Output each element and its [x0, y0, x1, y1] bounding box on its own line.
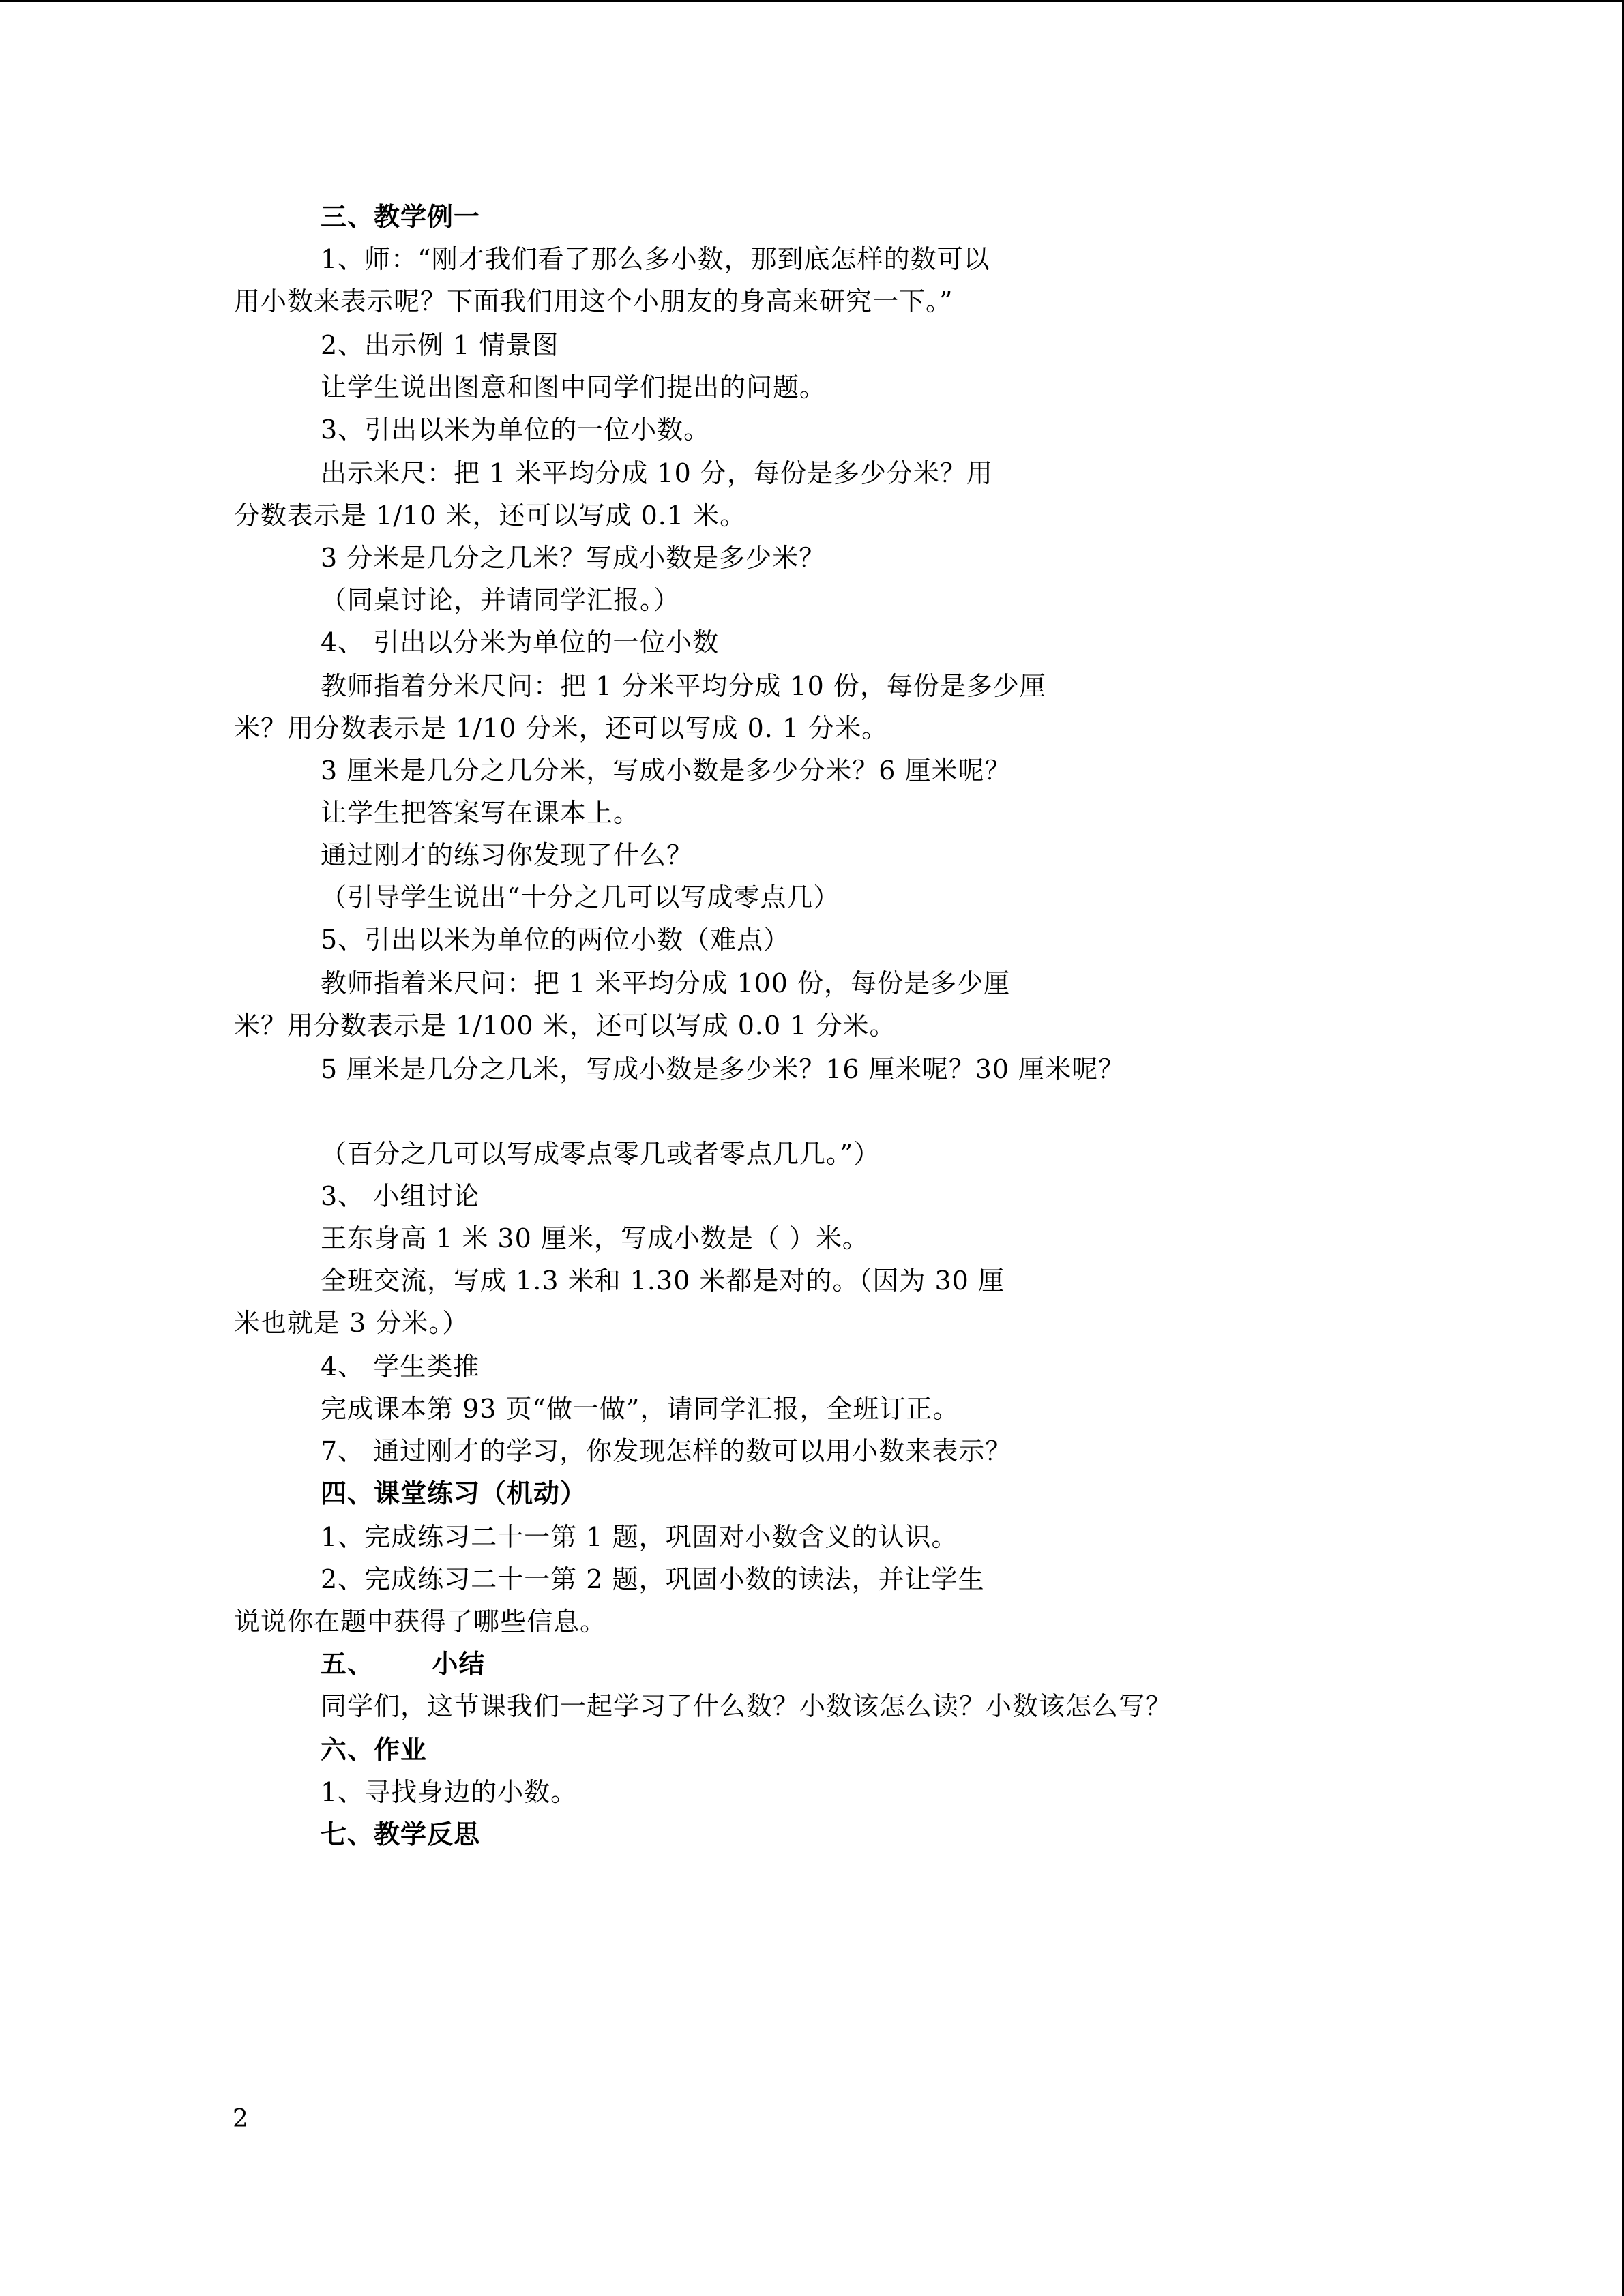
text-line: 1、师：“刚才我们看了那么多小数，那到底怎样的数可以: [321, 244, 990, 274]
text-line: 4、 学生类推: [321, 1352, 480, 1382]
heading-summary: 五、 小结: [321, 1648, 486, 1679]
text-line: 米？用分数表示是 1/100 米，还可以写成 0.0 1 分米。: [234, 1011, 896, 1041]
text-line: 完成课本第 93 页“做一做”，请同学汇报，全班订正。: [321, 1394, 960, 1424]
text-line: 同学们，这节课我们一起学习了什么数？小数该怎么读？小数该怎么写？: [321, 1691, 1172, 1721]
text-line: 教师指着米尺问：把 1 米平均分成 100 份，每份是多少厘: [321, 968, 1011, 998]
text-line: 米？用分数表示是 1/10 分米，还可以写成 0. 1 分米。: [234, 713, 889, 743]
text-line: 5、引出以米为单位的两位小数（难点）: [321, 925, 791, 955]
text-line: 用小数来表示呢？下面我们用这个小朋友的身高来研究一下。”: [234, 286, 954, 316]
text-line: 1、寻找身边的小数。: [321, 1777, 578, 1807]
text-line: 1、完成练习二十一第 1 题，巩固对小数含义的认识。: [321, 1522, 958, 1552]
text-line: 2、出示例 1 情景图: [321, 330, 559, 360]
heading-classroom-practice: 四、课堂练习（机动）: [321, 1478, 587, 1508]
text-line: 通过刚才的练习你发现了什么？: [321, 840, 694, 870]
text-line: 出示米尺：把 1 米平均分成 10 分，每份是多少分米？用: [321, 458, 993, 488]
text-line: 教师指着分米尺问：把 1 分米平均分成 10 份，每份是多少厘: [321, 671, 1046, 701]
text-line: 分数表示是 1/10 米，还可以写成 0.1 米。: [234, 501, 747, 531]
text-line: （引导学生说出“十分之几可以写成零点几）: [321, 882, 840, 912]
text-line: 4、 引出以分米为单位的一位小数: [321, 627, 720, 657]
page-number: 2: [233, 2105, 248, 2133]
text-line: 5 厘米是几分之几米，写成小数是多少米？16 厘米呢？30 厘米呢？: [321, 1054, 1125, 1084]
text-line: 王东身高 1 米 30 厘米，写成小数是（ ）米。: [321, 1223, 869, 1253]
text-line: 7、 通过刚才的学习，你发现怎样的数可以用小数来表示？: [321, 1436, 1012, 1466]
text-line: 让学生把答案写在课本上。: [321, 798, 640, 828]
text-line: 3 厘米是几分之几分米，写成小数是多少分米？6 厘米呢？: [321, 756, 1012, 786]
text-line: 让学生说出图意和图中同学们提出的问题。: [321, 372, 827, 402]
text-line: 3、 小组讨论: [321, 1181, 480, 1211]
text-line: 3 分米是几分之几米？写成小数是多少米？: [321, 543, 826, 573]
heading-teaching-example: 三、教学例一: [321, 201, 481, 232]
text-line: 米也就是 3 分米。）: [234, 1308, 469, 1338]
text-line: 说说你在题中获得了哪些信息。: [234, 1607, 607, 1637]
text-line: 全班交流，写成 1.3 米和 1.30 米都是对的。（因为 30 厘: [321, 1266, 1005, 1296]
heading-teaching-reflection: 七、教学反思: [321, 1819, 481, 1849]
text-line: （百分之几可以写成零点零几或者零点几几。”）: [321, 1139, 881, 1169]
text-line: 3、引出以米为单位的一位小数。: [321, 415, 711, 445]
text-line: 2、完成练习二十一第 2 题，巩固小数的读法，并让学生: [321, 1564, 985, 1594]
text-line: （同桌讨论，并请同学汇报。）: [321, 585, 681, 615]
heading-homework: 六、作业: [321, 1734, 428, 1765]
